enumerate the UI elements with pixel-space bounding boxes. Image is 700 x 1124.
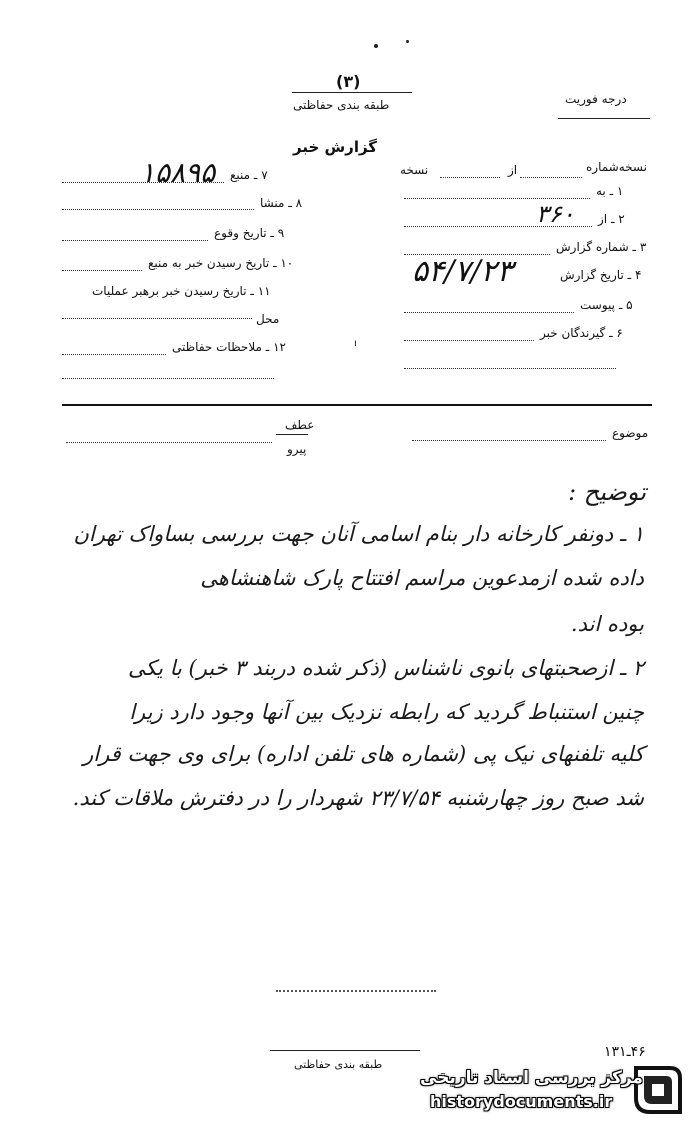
- field-label-source-receipt-date: ۱۰ ـ تاریخ رسیدن خبر به منبع: [148, 256, 294, 270]
- field-line-recipients: [404, 340, 534, 341]
- body-line-2: داده شده ازمدعوین مراسم افتتاح پارک شاهنشاهی: [200, 566, 644, 590]
- ref-underline: [276, 434, 308, 435]
- field-line-security-notes-2: [62, 378, 274, 379]
- field-line-occurrence-date: [62, 240, 208, 241]
- classification-line-top: [292, 92, 412, 93]
- ref-label: عطف: [285, 418, 315, 432]
- handwritten-report-date: ۵۴/۷/۲۳: [412, 254, 513, 289]
- field-label-source: ۷ ـ منبع: [230, 168, 268, 182]
- body-line-7: شد صبح روز چهارشنبه ۲۳/۷/۵۴ شهردار را در دفترش ملاقات کند.: [72, 786, 644, 810]
- form-title: گزارش خبر: [293, 138, 378, 156]
- watermark-title: مرکز بررسی اسناد تاریخی: [420, 1068, 643, 1088]
- field-line-copy-number: [520, 177, 582, 178]
- field-label-occurrence-date: ۹ ـ تاریخ وقوع: [214, 226, 285, 240]
- form-code: ۴۶ـ۱۳۱: [604, 1044, 646, 1060]
- scan-dot: [374, 44, 378, 48]
- handwritten-source-value: ۱۵۸۹۵: [140, 156, 216, 189]
- classification-top: طبقه بندی حفاظتی: [293, 98, 390, 112]
- body-line-3: بوده اند.: [570, 612, 644, 636]
- stray-mark: ı: [354, 338, 357, 349]
- page-number: (۳): [336, 72, 361, 91]
- body-line-4: ۲ ـ ازصحبتهای بانوی ناشناس (ذکر شده دربند ۳ خبر) با یکی: [127, 656, 644, 680]
- footer-dotted-line: [276, 990, 436, 992]
- scan-dot: [406, 40, 409, 43]
- field-label-to: ۱ ـ به: [596, 184, 624, 198]
- priority-line: [558, 118, 650, 119]
- watermark-url: historydocuments.ir: [430, 1092, 613, 1111]
- field-label-security-notes: ۱۲ ـ ملاحظات حفاظتی: [172, 340, 286, 354]
- field-line-source-receipt-date: [62, 270, 142, 271]
- classification-line-bottom: [270, 1050, 420, 1051]
- body-line-5: چنین استنباط گردید که رابطه نزدیک بین آنها وجود دارد زیرا: [129, 700, 644, 724]
- field-label-attachment: ۵ ـ پیوست: [580, 298, 633, 312]
- field-label-copy: نسخه: [400, 163, 429, 177]
- field-label-origin: ۸ ـ منشا: [260, 196, 303, 210]
- classification-bottom: طبقه بندی حفاظتی: [294, 1058, 383, 1071]
- follow-label: پیرو: [287, 442, 307, 456]
- subject-label: موضوع: [612, 426, 649, 440]
- field-label-from: ۲ ـ از: [598, 212, 625, 226]
- field-line-security-notes: [62, 354, 166, 355]
- field-line-attachment: [404, 312, 574, 313]
- field-line-to: [404, 198, 590, 199]
- field-line-recipients-2: [404, 368, 616, 369]
- body-line-1: ۱ ـ دونفر کارخانه دار بنام اسامی آنان جهت بررسی بساواک تهران: [73, 522, 644, 546]
- section-divider: [62, 404, 652, 406]
- field-label-of: از: [508, 163, 518, 177]
- field-label-recipients: ۶ ـ گیرندگان خبر: [540, 326, 623, 340]
- field-line-origin: [62, 209, 254, 210]
- field-line-ref: [66, 442, 272, 443]
- field-line-leader-receipt: [62, 318, 252, 319]
- field-label-place: محل: [256, 312, 280, 326]
- field-line-subject: [412, 440, 606, 441]
- field-line-of: [440, 177, 500, 178]
- body-line-6: کلیه تلفنهای نیک پی (شماره های تلفن اداره) برای وی جهت قرار: [83, 742, 644, 766]
- field-label-report-date: ۴ ـ تاریخ گزارش: [560, 268, 642, 282]
- body-heading: توضیح :: [568, 478, 646, 506]
- handwritten-from-value: ۳۶۰: [536, 200, 575, 228]
- field-label-report-number: ۳ ـ شماره گزارش: [556, 240, 647, 254]
- priority-label: درجه فوریت: [565, 92, 627, 106]
- field-label-copy-number: نسخه‌شماره: [586, 160, 647, 174]
- field-label-leader-receipt-date: ۱۱ ـ تاریخ رسیدن خبر برهبر عملیات: [92, 284, 271, 298]
